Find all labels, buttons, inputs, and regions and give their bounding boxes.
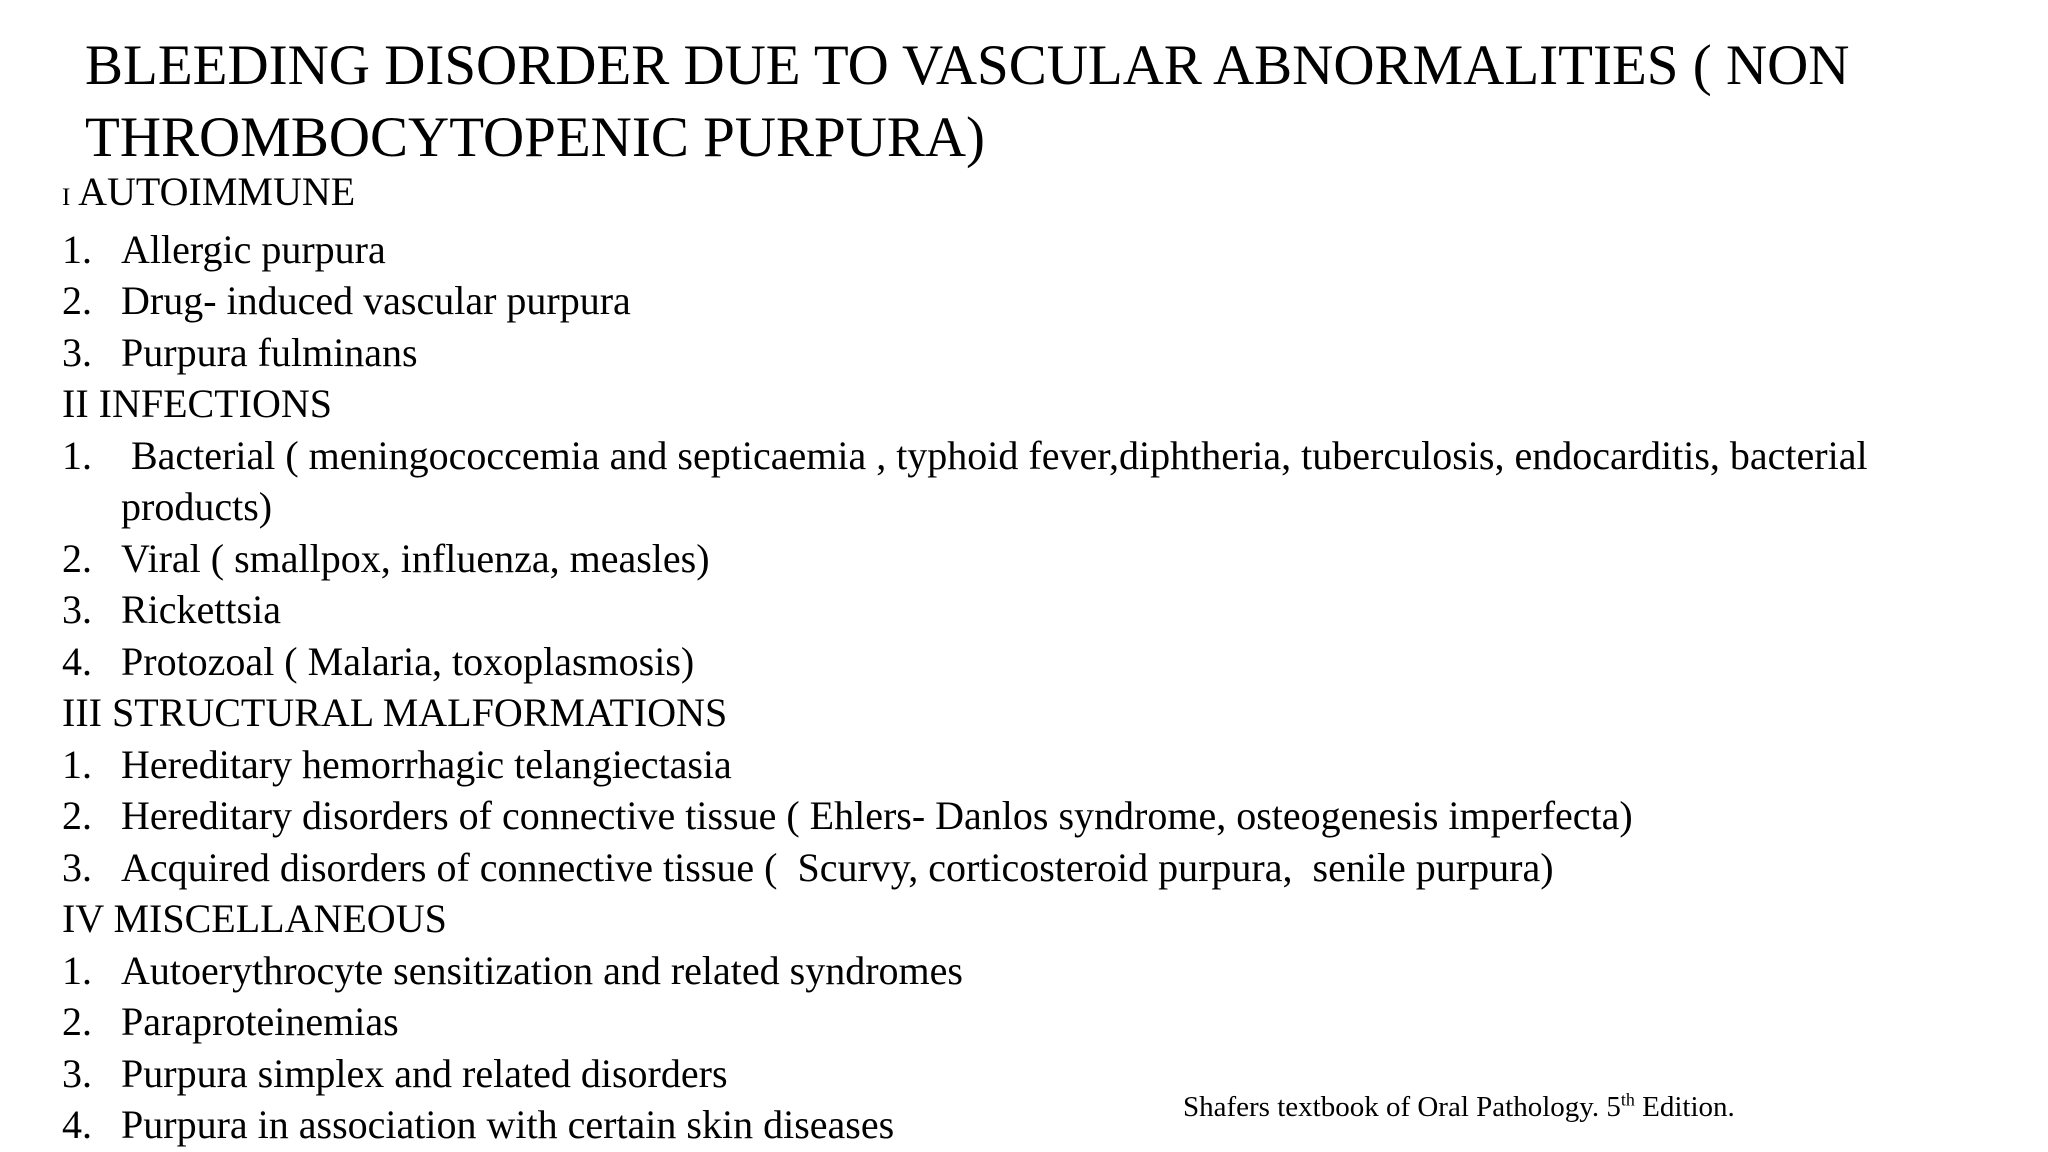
item-text: Protozoal ( Malaria, toxoplasmosis) [121, 638, 695, 684]
section-numeral: II [62, 381, 89, 426]
classification-list [62, 166, 2022, 1151]
item-number: 2. [62, 278, 92, 323]
section-numeral: III [62, 690, 102, 735]
section-structural-malformations [62, 687, 2022, 893]
section-autoimmune [62, 166, 2022, 378]
section-title: MISCELLANEOUS [113, 896, 447, 941]
item-number: 3. [62, 1050, 92, 1096]
section-title: STRUCTURAL MALFORMATIONS [111, 690, 728, 735]
list-item [62, 430, 2022, 533]
list-item [62, 327, 2022, 379]
item-text: Bacterial ( meningococcemia and septicaemia , typhoid fever,diphtheria, tuberculosis, endocarditis, bacterial products) [121, 432, 1878, 529]
section-heading [62, 166, 2022, 224]
item-number: 3. [62, 329, 92, 375]
item-number: 3. [62, 587, 92, 632]
section-infections [62, 378, 2022, 687]
item-text: Purpura in association with certain skin diseases [121, 1102, 895, 1147]
item-text: Viral ( smallpox, influenza, measles) [121, 535, 710, 581]
item-text: Purpura fulminans [121, 329, 418, 375]
item-text: Allergic purpura [121, 226, 386, 272]
list-item [62, 996, 2022, 1048]
list-item [62, 584, 2022, 636]
item-number: 2. [62, 999, 92, 1044]
item-number: 3. [62, 844, 92, 890]
section-heading [62, 687, 2022, 739]
item-number: 1. [62, 432, 92, 478]
item-text: Paraproteinemias [121, 999, 399, 1044]
section-title: AUTOIMMUNE [78, 169, 356, 214]
item-number: 4. [62, 1102, 92, 1147]
item-text: Autoerythrocyte sensitization and related syndromes [121, 947, 963, 993]
item-number: 1. [62, 947, 92, 993]
item-number: 1. [62, 741, 92, 787]
section-numeral: I [62, 184, 71, 211]
item-text: Hereditary hemorrhagic telangiectasia [121, 741, 732, 787]
list-item [62, 790, 2022, 842]
item-text: Rickettsia [121, 587, 281, 632]
citation-edition: Edition. [1634, 1091, 1735, 1123]
citation-superscript: th [1620, 1089, 1635, 1110]
section-heading [62, 378, 2022, 430]
citation [1183, 1089, 1735, 1125]
list-item [62, 842, 2022, 894]
list-item [62, 945, 2022, 997]
item-text: Hereditary disorders of connective tissue ( Ehlers- Danlos syndrome, osteogenesis imperfecta) [121, 793, 1633, 838]
item-number: 2. [62, 535, 92, 581]
section-numeral: IV [62, 896, 104, 941]
section-heading [62, 893, 2022, 945]
list-item [62, 533, 2022, 585]
list-item [62, 224, 2022, 276]
item-number: 1. [62, 226, 92, 272]
citation-text: Shafers textbook of Oral Pathology. 5 [1183, 1091, 1621, 1123]
item-number: 2. [62, 793, 92, 838]
list-item [62, 275, 2022, 327]
item-number: 4. [62, 638, 92, 684]
section-title: INFECTIONS [98, 381, 332, 426]
list-item [62, 739, 2022, 791]
list-item [62, 636, 2022, 688]
item-text: Acquired disorders of connective tissue ( Scurvy, corticosteroid purpura, senile purpura) [121, 844, 1554, 890]
item-text: Drug- induced vascular purpura [121, 278, 631, 323]
slide-title: BLEEDING DISORDER DUE TO VASCULAR ABNORMALITIES ( NON THROMBOCYTOPENIC PURPURA) [85, 34, 1850, 169]
item-text: Purpura simplex and related disorders [121, 1050, 728, 1096]
